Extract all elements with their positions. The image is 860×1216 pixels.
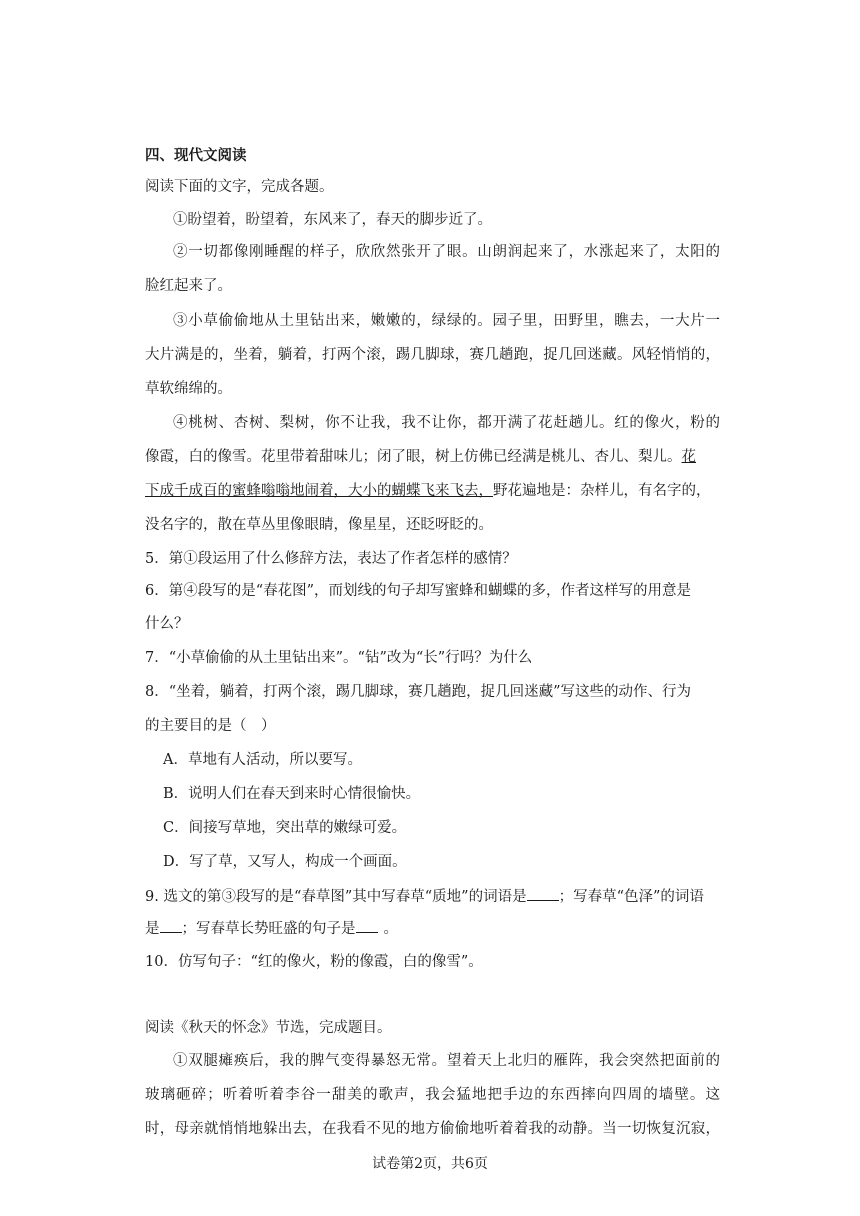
- passage1-paragraph-4-line-1: ④桃树、杏树、梨树，你不让我，我不让你，都开满了花赶趟儿。红的像火，粉的: [173, 415, 720, 431]
- passage2-paragraph-1-line-1: ①双腿瘫痪后，我的脾气变得暴怒无常。望着天上北归的雁阵，我会突然把面前的: [173, 1053, 720, 1069]
- answer-blank-color[interactable]: [160, 918, 182, 933]
- answer-blank-texture[interactable]: [527, 886, 559, 901]
- passage1-paragraph-4-line-2-text: 像霞，白的像雪。花里带着甜味儿；闭了眼，树上仿佛已经满是桃儿、杏儿、梨儿。: [145, 449, 682, 465]
- question-5: 5．第①段运用了什么修辞方法，表达了作者怎样的感情？: [145, 551, 517, 567]
- passage2-paragraph-1-line-2: 玻璃砸碎；听着听着李谷一甜美的歌声，我会猛地把手边的东西摔向四周的墙壁。这: [145, 1087, 720, 1103]
- section-instruction: 阅读下面的文字，完成各题。: [145, 179, 334, 195]
- underlined-sentence-start: 花: [681, 449, 696, 465]
- question-9-line-2: [145, 918, 720, 939]
- question-9-text-b: ；写春草“色泽”的词语: [558, 889, 704, 905]
- passage1-paragraph-3-line-1: ③小草偷偷地从土里钻出来，嫩嫩的，绿绿的。园子里，田野里，瞧去，一大片一: [173, 313, 720, 329]
- passage1-paragraph-4-line-4: 没名字的，散在草丛里像眼睛，像星星，还眨呀眨的。: [145, 517, 493, 533]
- question-9-text-d: ；写春草长势旺盛的句子是: [181, 921, 356, 937]
- underlined-sentence: 下成千成百的蜜蜂嗡嗡地闹着，大小的蝴蝶飞来飞去，: [145, 483, 493, 499]
- question-9-line-1: [145, 886, 720, 907]
- passage1-paragraph-2-line-1: ②一切都像刚睡醒的样子，欣欣然张开了眼。山朗润起来了，水涨起来了，太阳的: [173, 244, 720, 260]
- question-8-option-b: B．说明人们在春天到来时心情很愉快。: [163, 786, 421, 802]
- question-8-line-2: 的主要目的是（ ）: [145, 718, 276, 734]
- question-9-text-c: 是: [145, 921, 160, 937]
- question-8-option-d: D．写了草，又写人，构成一个画面。: [163, 854, 407, 870]
- passage1-paragraph-4-line-3: [145, 481, 720, 501]
- question-6-line-2: 什么？: [145, 616, 189, 632]
- section-heading: 四、现代文阅读: [145, 148, 247, 164]
- passage1-paragraph-1: ①盼望着，盼望着，东风来了，春天的脚步近了。: [173, 212, 492, 228]
- passage1-paragraph-3-line-3: 草软绵绵的。: [145, 381, 232, 397]
- passage1-paragraph-4-line-3-text: 野花遍地是：杂样儿，有名字的，: [493, 483, 711, 499]
- question-8-option-a: A．草地有人活动，所以要写。: [163, 752, 362, 768]
- question-9-text-a: 9. 选文的第③段写的是“春草图”其中写春草“质地”的词语是: [145, 889, 527, 905]
- question-7: 7．“小草偷偷的从土里钻出来”。“钻”改为“长”行吗？为什么: [145, 650, 533, 666]
- passage1-paragraph-2-line-2: 脸红起来了。: [145, 278, 232, 294]
- question-6-line-1: 6．第④段写的是“春花图”，而划线的句子却写蜜蜂和蝴蝶的多，作者这样写的用意是: [145, 583, 692, 599]
- passage2-paragraph-1-line-3: 时，母亲就悄悄地躲出去，在我看不见的地方偷偷地听着着我的动静。当一切恢复沉寂，: [145, 1121, 720, 1137]
- question-10: 10．仿写句子：“红的像火，粉的像霞，白的像雪”。: [145, 954, 483, 970]
- answer-blank-sentence[interactable]: [356, 918, 378, 933]
- question-8-line-1: 8．“坐着，躺着，打两个滚，踢几脚球，赛几趟跑，捉几回迷藏”写这些的动作、行为: [145, 684, 692, 700]
- page-number-footer: 试卷第2页，共6页: [372, 1156, 488, 1172]
- question-9-text-e: 。: [383, 921, 398, 937]
- passage1-paragraph-4-line-2: [145, 447, 720, 467]
- passage1-paragraph-3-line-2: 大片满是的，坐着，躺着，打两个滚，踢几脚球，赛几趟跑，捉几回迷藏。风轻悄悄的，: [145, 347, 720, 363]
- passage2-intro: 阅读《秋天的怀念》节选，完成题目。: [145, 1020, 392, 1036]
- question-8-option-c: C．间接写草地，突出草的嫩绿可爱。: [163, 820, 407, 836]
